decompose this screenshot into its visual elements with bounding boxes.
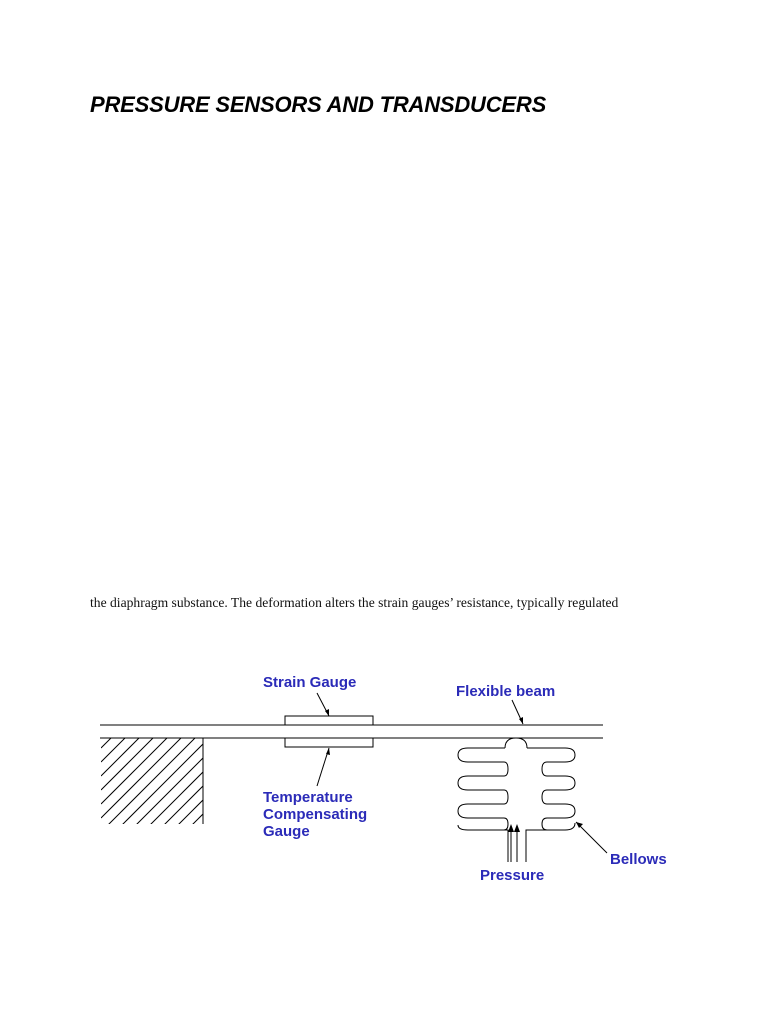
pressure-arrows	[508, 824, 520, 862]
label-gauge: Gauge	[263, 823, 310, 840]
body-paragraph: the diaphragm substance. The deformation alters the strain gauges’ resistance, typically regulated	[90, 595, 619, 610]
label-flexible-beam: Flexible beam	[456, 683, 556, 700]
label-strain-gauge: Strain Gauge	[263, 674, 357, 691]
flexible-beam	[100, 725, 603, 738]
label-compensating: Compensating	[263, 806, 368, 823]
label-pressure: Pressure	[480, 867, 545, 884]
label-temperature: Temperature	[263, 789, 353, 806]
strain-gauge-element	[285, 716, 373, 725]
label-bellows: Bellows	[610, 851, 667, 868]
page-title: PRESSURE SENSORS AND TRANSDUCERS	[90, 92, 547, 117]
fixed-wall	[101, 738, 279, 825]
temperature-gauge-element	[285, 738, 373, 747]
